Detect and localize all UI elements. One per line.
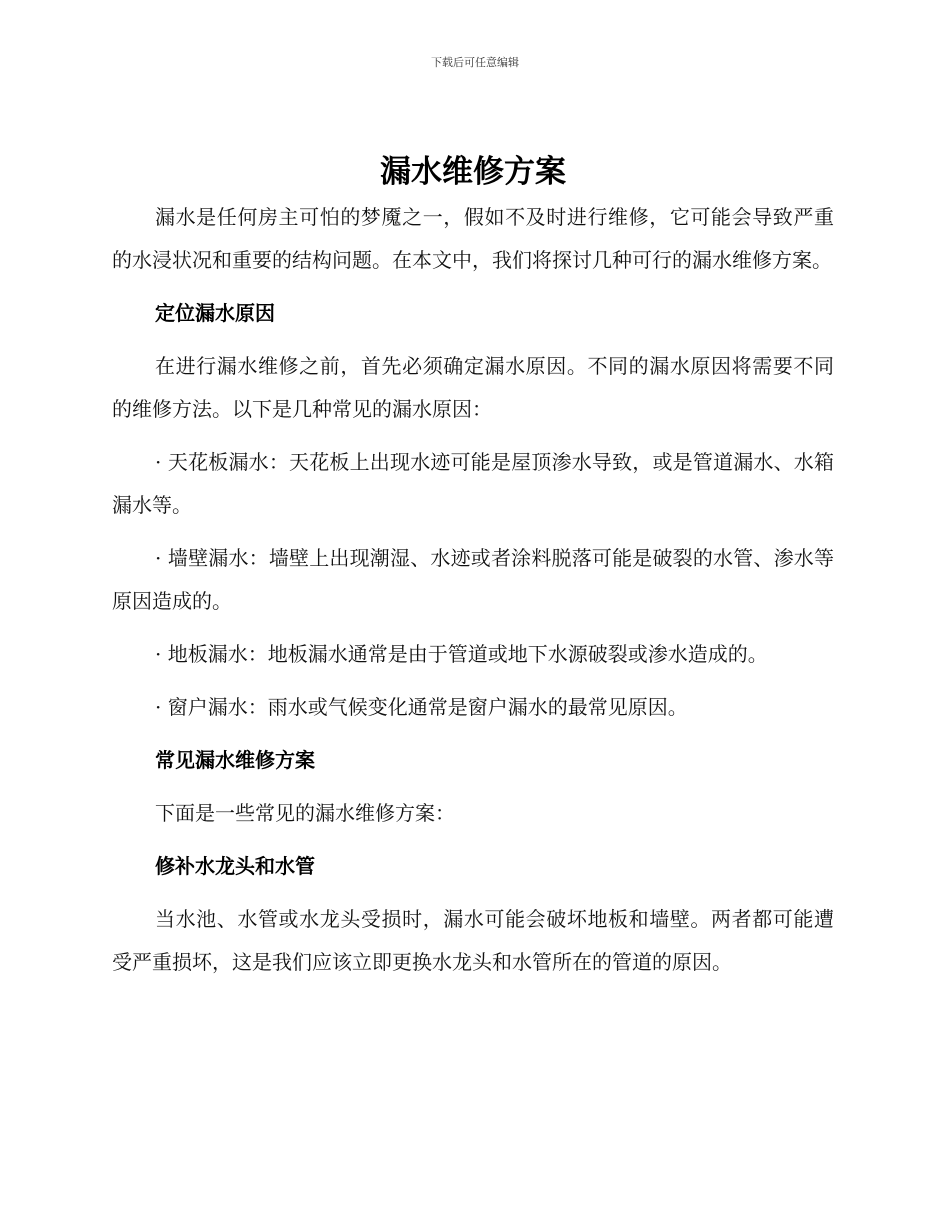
list-item-floor-leak: · 地板漏水：地板漏水通常是由于管道或地下水源破裂或渗水造成的。 — [155, 642, 768, 666]
section-heading-locate-cause: 定位漏水原因 — [155, 301, 275, 325]
list-item-wall-leak: · 墙壁漏水：墙壁上出现潮湿、水迹或者涂料脱落可能是破裂的水管、渗水等原因造成的。 — [112, 546, 834, 613]
paragraph-locate-cause: 在进行漏水维修之前，首先必须确定漏水原因。不同的漏水原因将需要不同的维修方法。以下是几种常见的漏水原因： — [112, 354, 834, 421]
list-item-window-leak: · 窗户漏水：雨水或气候变化通常是窗户漏水的最常见原因。 — [155, 695, 688, 719]
document-body — [112, 150, 834, 994]
page-header-note: 下载后可任意编辑 — [431, 56, 519, 69]
paragraph-repair-faucet-pipes: 当水池、水管或水龙头受损时，漏水可能会破坏地板和墙壁。两者都可能遭受严重损坏，这是我们应该立即更换水龙头和水管所在的管道的原因。 — [112, 907, 834, 974]
section-heading-repair-faucet-pipes: 修补水龙头和水管 — [155, 854, 315, 878]
list-item-ceiling-leak: · 天花板漏水：天花板上出现水迹可能是屋顶渗水导致，或是管道漏水、水箱漏水等。 — [112, 450, 834, 517]
intro-paragraph: 漏水是任何房主可怕的梦魇之一，假如不及时进行维修，它可能会导致严重的水浸状况和重要的结构问题。在本文中，我们将探讨几种可行的漏水维修方案。 — [112, 205, 834, 272]
section-heading-common-solutions: 常见漏水维修方案 — [155, 748, 315, 772]
document-title: 漏水维修方案 — [380, 154, 566, 190]
paragraph-common-solutions: 下面是一些常见的漏水维修方案： — [155, 801, 455, 825]
